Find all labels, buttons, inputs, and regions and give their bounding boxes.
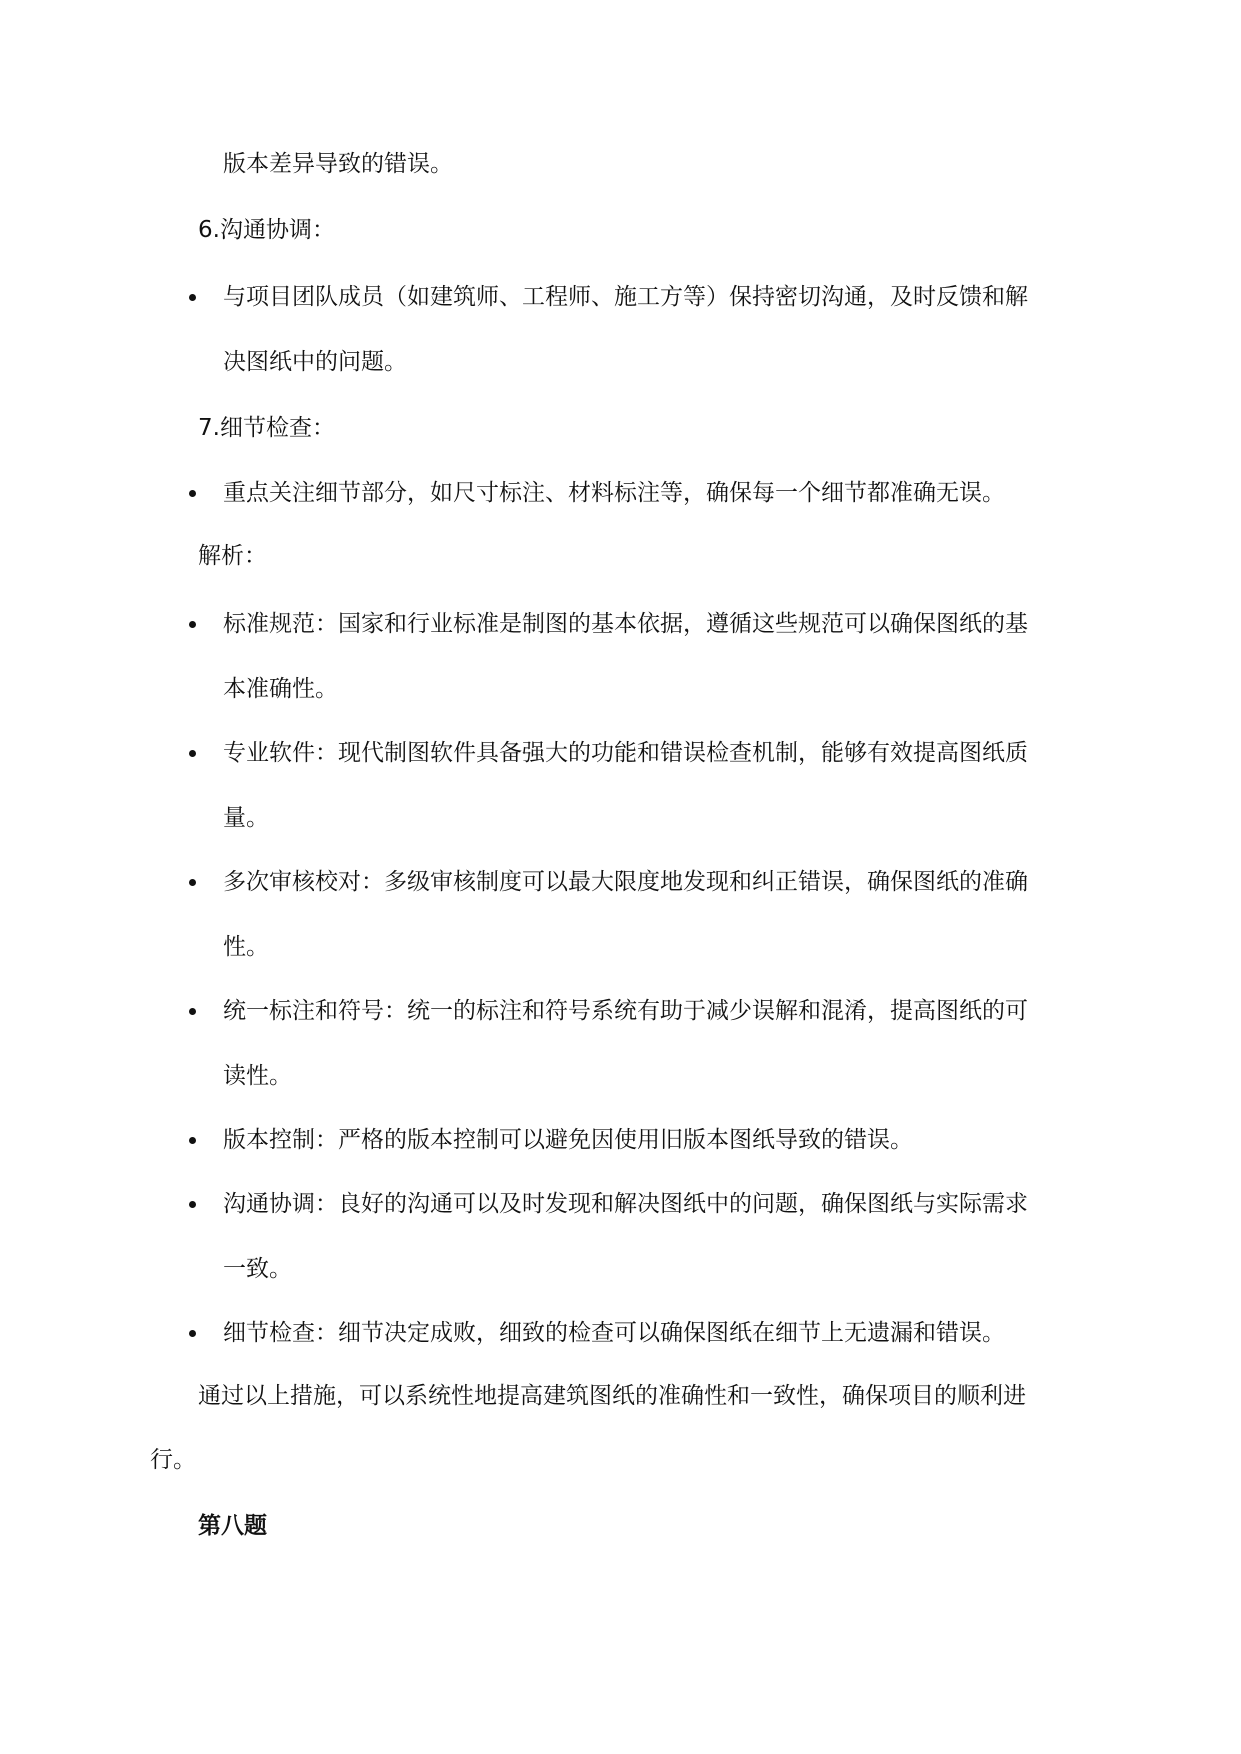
list-item-text: 沟通协调：良好的沟通可以及时发现和解决图纸中的问题，确保图纸与实际需求 [223,1191,1028,1217]
list-item-text: 专业软件：现代制图软件具备强大的功能和错误检查机制，能够有效提高图纸质 [223,740,1028,766]
bullet-icon [189,1137,196,1144]
bullet-icon [189,750,196,757]
list-item-text-continued: 一致。 [223,1256,292,1282]
paragraph-line: 版本差异导致的错误。 [223,151,453,177]
list-item-text: 重点关注细节部分，如尺寸标注、材料标注等，确保每一个细节都准确无误。 [223,480,1005,506]
list-item-text-continued: 量。 [223,805,269,831]
bullet-icon [189,490,196,497]
bullet-icon [189,1330,196,1337]
list-item-text: 统一标注和符号：统一的标注和符号系统有助于减少误解和混淆，提高图纸的可 [223,998,1028,1024]
list-item-text: 细节检查：细节决定成败，细致的检查可以确保图纸在细节上无遗漏和错误。 [223,1320,1005,1346]
list-item-text-continued: 本准确性。 [223,676,338,702]
list-item-text-continued: 决图纸中的问题。 [223,349,407,375]
list-item-text-continued: 性。 [223,934,269,960]
bullet-icon [189,879,196,886]
conclusion-paragraph: 通过以上措施，可以系统性地提高建筑图纸的准确性和一致性，确保项目的顺利进 [198,1383,1026,1409]
list-heading: 6.沟通协调： [198,217,335,243]
conclusion-paragraph-continued: 行。 [150,1447,196,1473]
section-label: 解析： [198,543,267,569]
bullet-icon [189,294,196,301]
list-item-text: 与项目团队成员（如建筑师、工程师、施工方等）保持密切沟通，及时反馈和解 [223,284,1028,310]
list-heading: 7.细节检查： [198,415,335,441]
list-item-text-continued: 读性。 [223,1063,292,1089]
bullet-icon [189,621,196,628]
list-item-text: 版本控制：严格的版本控制可以避免因使用旧版本图纸导致的错误。 [223,1127,913,1153]
list-item-text: 多次审核校对：多级审核制度可以最大限度地发现和纠正错误，确保图纸的准确 [223,869,1028,895]
question-heading: 第八题 [198,1513,267,1539]
bullet-icon [189,1008,196,1015]
list-item-text: 标准规范：国家和行业标准是制图的基本依据，遵循这些规范可以确保图纸的基 [223,611,1028,637]
bullet-icon [189,1201,196,1208]
